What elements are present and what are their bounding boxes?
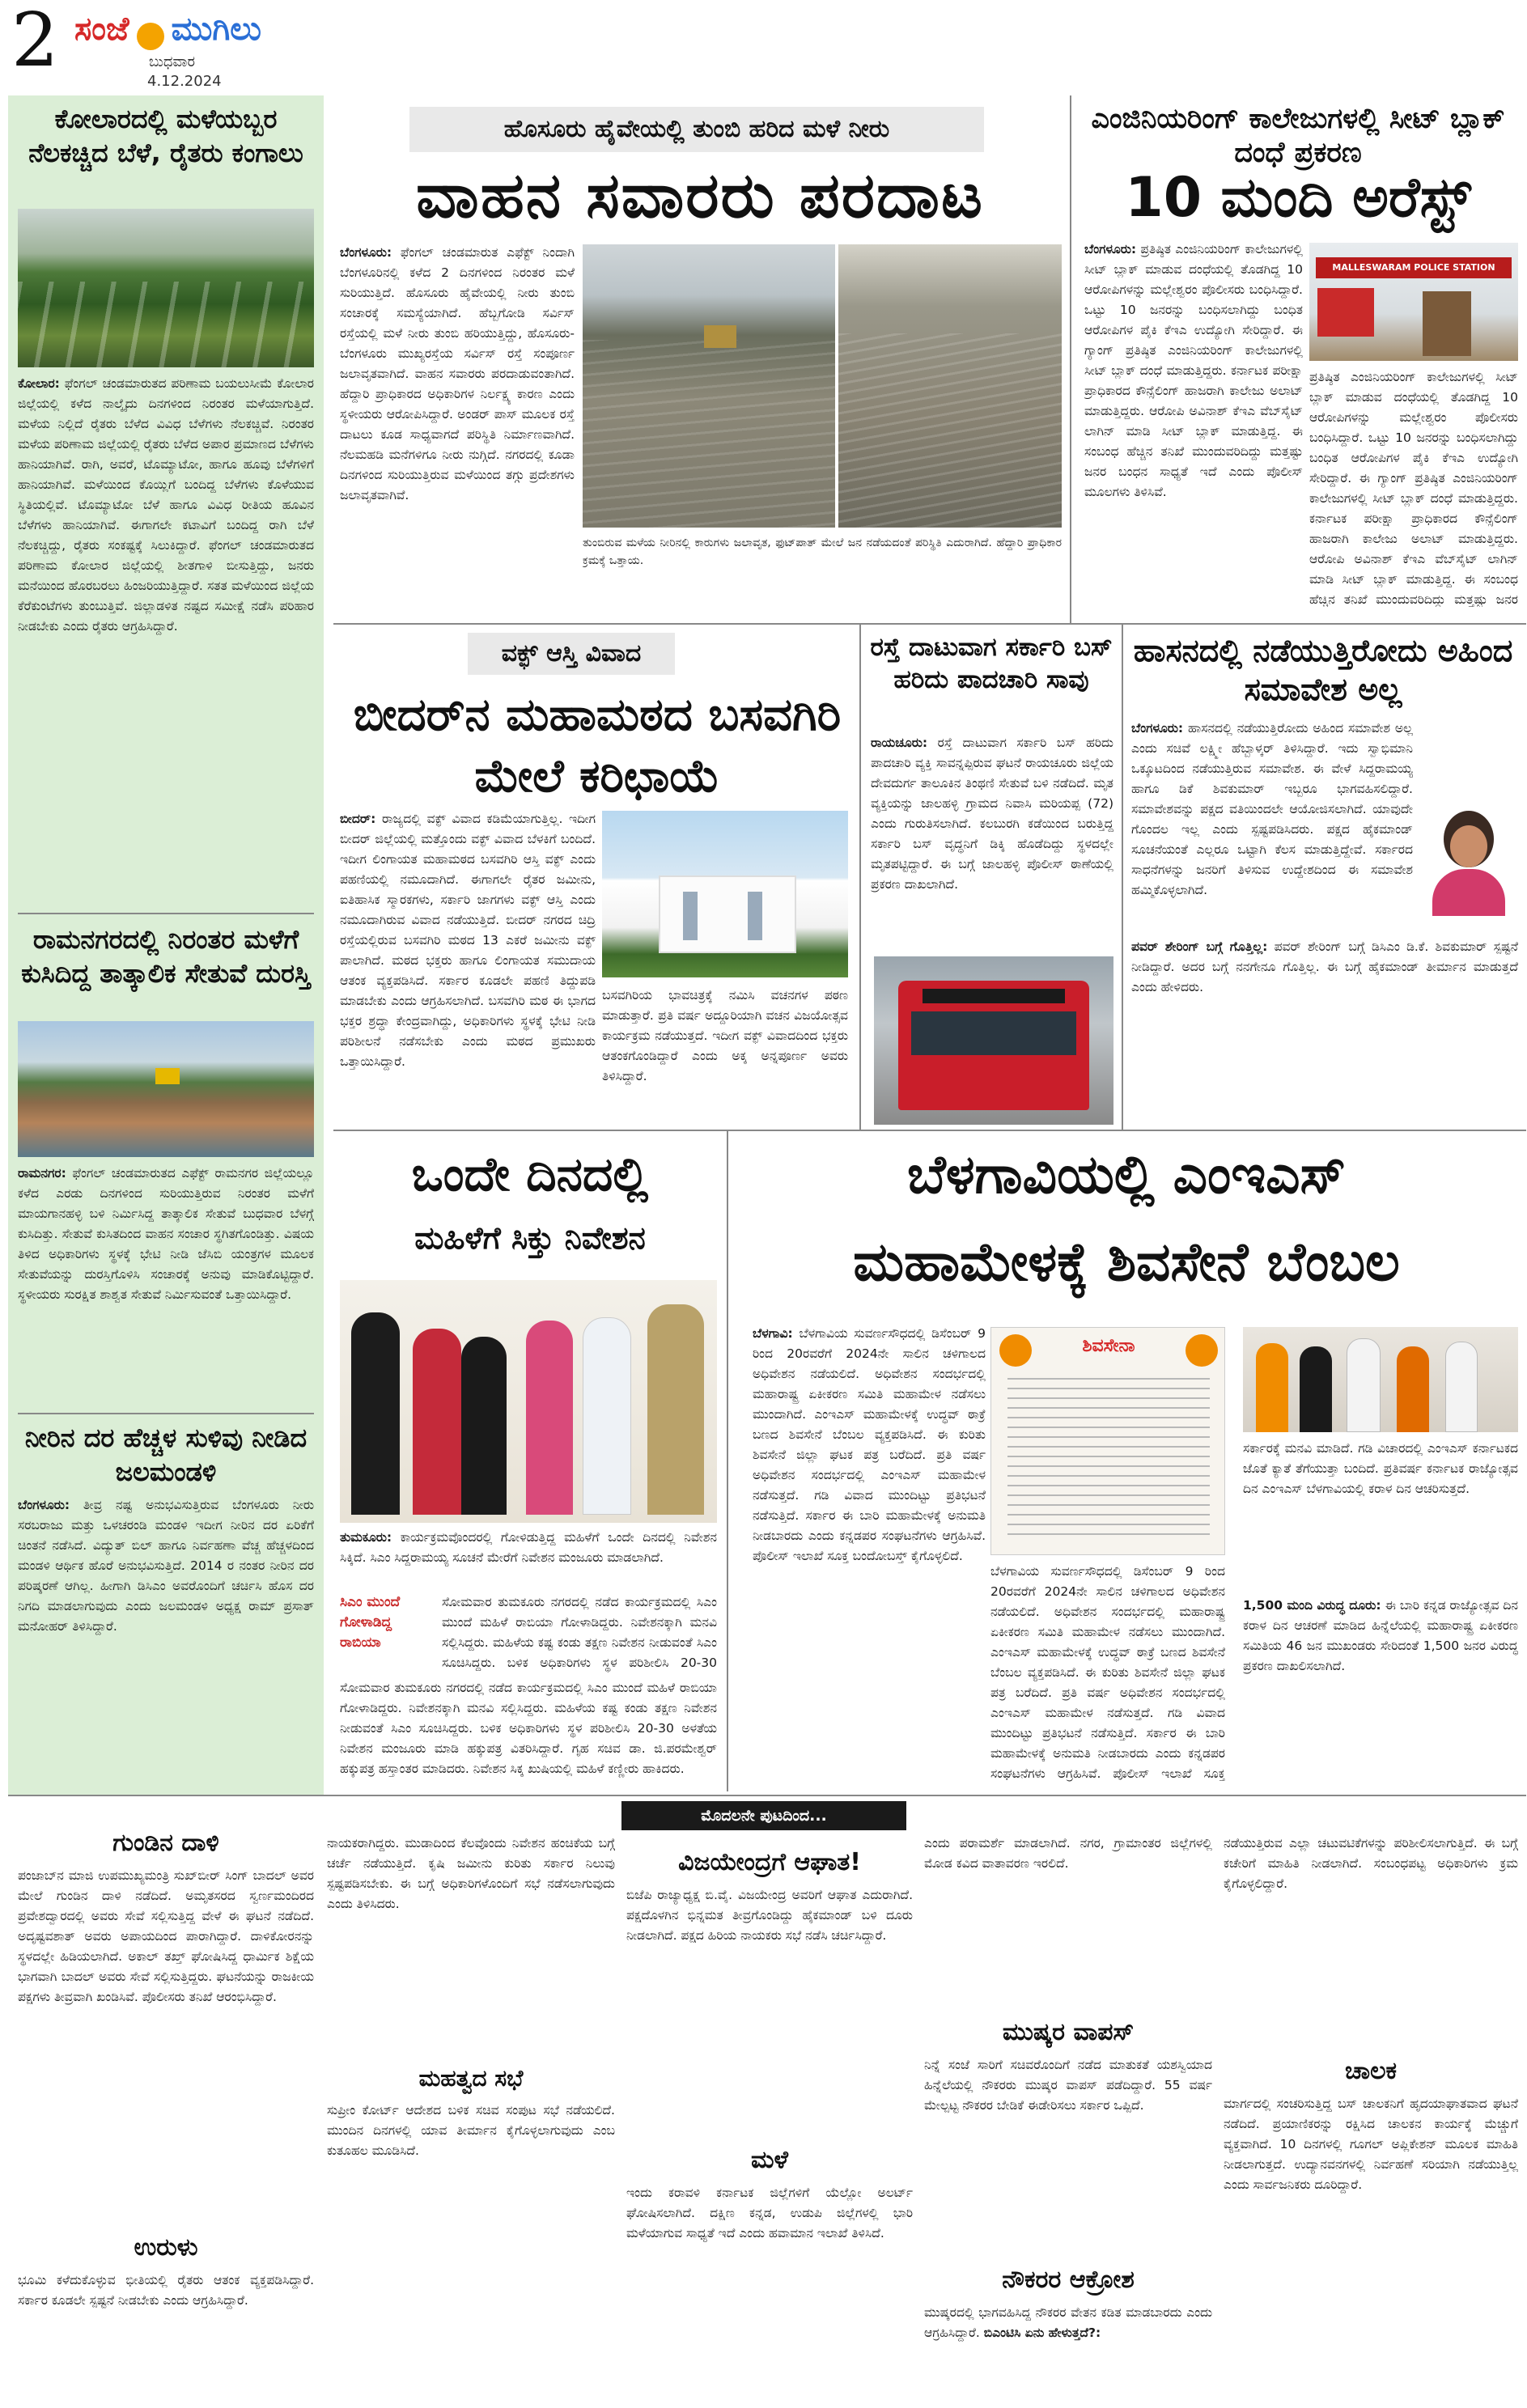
subhead: ಬಿಎಂಟಿಸಿ ಏನು ಹೇಳುತ್ತದೆ?: bbox=[983, 2325, 1101, 2340]
story-text: ಫೆಂಗಲ್ ಚಂಡಮಾರುತದ ಪರಿಣಾಮ ಬಯಲುಸೀಮೆ ಕೋಲಾರ ಜಿಲ್ಲೆಯಲ್ಲಿ ಕಳೆದ ನಾಲ್ಕೈದು ದಿನಗಳಿಂದ ನಿರಂತರ ಮಳೆಯಾಗುತ್ತಿದೆ. ಮಳೆಯ ನಿಲ್ಲಿದೆ ರೈತರು ಬೆಳೆದ ವಿವಿಧ ಬೆಳೆಗಳು ನೆಲಕಚ್ಚಿವೆ. ನಿರಂತರ ಮಳೆಯ ಪರಿಣಾಮ ಜಿಲ್ಲೆಯಲ್ಲಿ ರೈತರು ಬೆಳೆದ ಅಪಾರ ಪ್ರಮಾಣದ ಬೆಳೆಗಳು ಹಾನಿಯಾಗಿವೆ. ರಾಗಿ, ಅವರೆ, ಟೊಮ್ಯಾಟೋ, ಹಾಗೂ ಹೂವು ಬೆಳೆಗಳಿಗೆ ಹಾನಿಯಾಗಿವೆ. ಮಳೆಯಿಂದ ಕೊಯ್ಲಿಗೆ ಬಂದಿದ್ದ ಬೆಳೆಗಳು ಕೊಳೆಯುವ ಸ್ಥಿತಿಯಲ್ಲಿವೆ. ಟೊಮ್ಯಾಟೋ ಬೆಳೆ ಹಾಗೂ ವಿವಿಧ ರೀತಿಯ ಹೂವಿನ ಬೆಳೆಗಳು ಹಾನಿಯಾಗಿವೆ. ಈಗಾಗಲೇ ಕಟಾವಿಗೆ ಬಂದಿದ್ದ ರಾಗಿ ಬೆಳೆ ನೆಲಕಚ್ಚಿದ್ದು, ರೈತರು ಸಂಕಷ್ಟಕ್ಕೆ ಸಿಲುಕಿದ್ದಾರೆ. ಫೆಂಗಲ್ ಚಂಡಮಾರುತದ ಪರಿಣಾಮ ಕೋಲಾರ ಜಿಲ್ಲೆಯಲ್ಲಿ ಶೀತಗಾಳಿ ಬೀಸುತ್ತಿದ್ದು, ಜನರು ಮನೆಯಿಂದ ಹೊರಬರಲು ಹಿಂಜರಿಯುತ್ತಿದ್ದಾರೆ. ಸತತ ಮಳೆಯಿಂದ ಜಿಲ್ಲೆಯ ಕೆರೆಕುಂಟೆಗಳು ತುಂಬುತ್ತಿವೆ. ಜಿಲ್ಲಾಡಳಿತ ನಷ್ಟದ ಸಮೀಕ್ಷೆ ನಡೆಸಿ ಪರಿಹಾರ ನೀಡಬೇಕು ಎಂದು ರೈತರು ಆಗ್ರಹಿಸಿದ್ದಾರೆ. bbox=[18, 376, 314, 634]
hassan-body bbox=[1131, 719, 1413, 931]
belagavi-right-body2 bbox=[1243, 1596, 1518, 1785]
story-text: ತೀವ್ರ ನಷ್ಟ ಅನುಭವಿಸುತ್ತಿರುವ ಬೆಂಗಳೂರು ನೀರು ಸರಬರಾಜು ಮತ್ತು ಒಳಚರಂಡಿ ಮಂಡಳಿ ಇದೀಗ ನೀರಿನ ದರ ಏರಿಕೆಗೆ ಚಿಂತನೆ ನಡೆಸಿದೆ. ವಿದ್ಯುತ್ ಬಿಲ್ ಹಾಗೂ ನಿರ್ವಹಣಾ ವೆಚ್ಚ ಹೆಚ್ಚಳದಿಂದ ಮಂಡಳಿ ಆರ್ಥಿಕ ಹೊರೆ ಅನುಭವಿಸುತ್ತಿದೆ. 2014 ರ ನಂತರ ನೀರಿನ ದರ ಪರಿಷ್ಕರಣೆ ಆಗಿಲ್ಲ. ಹೀಗಾಗಿ ಡಿಸಿಎಂ ಅವರೊಂದಿಗೆ ಚರ್ಚಿಸಿ ಹೊಸ ದರ ನಿಗದಿ ಮಾಡಲಾಗುವುದು ಎಂದು ಜಲಮಂಡಳಿ ಅಧ್ಯಕ್ಷ ರಾಮ್ ಪ್ರಸಾತ್ ಮನೋಹರ್ ತಿಳಿಸಿದ್ದಾರೆ. bbox=[18, 1498, 314, 1634]
column-body2: ಭೂಮಿ ಕಳೆದುಕೊಳ್ಳುವ ಭೀತಿಯಲ್ಲಿ ರೈತರು ಆತಂಕ ವ್ಯಕ್ತಪಡಿಸಿದ್ದಾರೆ. ಸರ್ಕಾರ ಕೂಡಲೇ ಸ್ಪಷ್ಟನೆ ನೀಡಬೇಕು ಎಂದು ಆಗ್ರಹಿಸಿದ್ದಾರೆ. bbox=[18, 2273, 314, 2308]
site-allotment-photo bbox=[340, 1280, 717, 1523]
story-text: ಫೆಂಗಲ್ ಚಂಡಮಾರುತದ ಎಫೆಕ್ಟ್ ರಾಮನಗರ ಜಿಲ್ಲೆಯಲ್ಲೂ ಕಳೆದ ಎರಡು ದಿನಗಳಿಂದ ಸುರಿಯುತ್ತಿರುವ ನಿರಂತರ ಮಳೆಗೆ ಮಾಯಗಾನಹಳ್ಳಿ ಬಳಿ ನಿರ್ಮಿಸಿದ್ದ ತಾತ್ಕಾಲಿಕ ಸೇತುವೆ ಬುಧವಾರ ಬೆಳಗ್ಗೆ ಕುಸಿದಿತ್ತು. ಸೇತುವೆ ಕುಸಿತದಿಂದ ವಾಹನ ಸಂಚಾರ ಸ್ಥಗಿತಗೊಂಡಿತ್ತು. ವಿಷಯ ತಿಳಿದ ಅಧಿಕಾರಿಗಳು ಸ್ಥಳಕ್ಕೆ ಭೇಟಿ ನೀಡಿ ಜೆಸಿಬಿ ಯಂತ್ರಗಳ ಮೂಲಕ ಸೇತುವೆಯನ್ನು ದುರಸ್ತಿಗೊಳಿಸಿ ಸಂಚಾರಕ್ಕೆ ಅನುವು ಮಾಡಿಕೊಟ್ಟಿದ್ದಾರೆ. ಸ್ಥಳೀಯರು ಸುರಕ್ಷಿತ ಶಾಶ್ವತ ಸೇತುವೆ ನಿರ್ಮಿಸುವಂತೆ ಒತ್ತಾಯಿಸಿದ್ದಾರೆ. bbox=[18, 1166, 314, 1302]
dateline: ರಾಮನಗರ: bbox=[18, 1166, 66, 1181]
page-number: 2 bbox=[11, 0, 59, 83]
bus-headline: ರಸ್ತೆ ದಾಟುವಾಗ ಸರ್ಕಾರಿ ಬಸ್ ಹರಿದು ಪಾದಚಾರಿ ಸಾವು bbox=[870, 633, 1113, 694]
column-title: ಗುಂಡಿನ ದಾಳಿ bbox=[112, 1829, 219, 1857]
letter-title: ಶಿವಸೇನಾ bbox=[1082, 1336, 1135, 1356]
story-text: ಈ ಬಾರಿ ಕನ್ನಡ ರಾಜ್ಯೋತ್ಸವ ದಿನ ಕರಾಳ ದಿನ ಆಚರಣೆ ಮಾಡಿದ ಹಿನ್ನೆಲೆಯಲ್ಲಿ ಮಹಾರಾಷ್ಟ್ರ ಏಕೀಕರಣ ಸಮಿತಿಯ 46 ಜನ ಮುಖಂಡರು ಸೇರಿದಂತೆ 1,500 ಜನರ ವಿರುದ್ಧ ಪ್ರಕರಣ ದಾಖಲಿಸಲಾಗಿದೆ. bbox=[1243, 1598, 1518, 1673]
story-text: ಪ್ರತಿಷ್ಠಿತ ಎಂಜಿನಿಯರಿಂಗ್ ಕಾಲೇಜುಗಳಲ್ಲಿ ಸೀಟ್ ಬ್ಲಾಕ್ ಮಾಡುವ ದಂಧೆಯಲ್ಲಿ ತೊಡಗಿದ್ದ 10 ಆರೋಪಿಗಳನ್ನು ಮಲ್ಲೇಶ್ವರಂ ಪೊಲೀಸರು ಬಂಧಿಸಿದ್ದಾರೆ. ಒಟ್ಟು 10 ಜನರನ್ನು ಬಂಧಿಸಲಾಗಿದ್ದು ಬಂಧಿತ ಆರೋಪಿಗಳ ಪೈಕಿ ಕೆಇಎ ಉದ್ಯೋಗಿ ಸೇರಿದ್ದಾರೆ. ಈ ಗ್ಯಾಂಗ್ ಪ್ರತಿಷ್ಠಿತ ಎಂಜಿನಿಯರಿಂಗ್ ಕಾಲೇಜುಗಳಲ್ಲಿ ಸೀಟ್ ಬ್ಲಾಕ್ ದಂಧೆ ಮಾಡುತ್ತಿದ್ದರು. ಕರ್ನಾಟಕ ಪರೀಕ್ಷಾ ಪ್ರಾಧಿಕಾರದ ಕೌನ್ಸೆಲಿಂಗ್ ಹಾಜರಾಗಿ ಕಾಲೇಜು ಅಲಾಟ್ ಮಾಡುತ್ತಿದ್ದರು. ಆರೋಪಿ ಅವಿನಾಶ್ ಕೆಇಎ ವೆಬ್‌ಸೈಟ್ ಲಾಗಿನ್ ಮಾಡಿ ಸೀಟ್ ಬ್ಲಾಕ್ ಮಾಡುತ್ತಿದ್ದ. ಈ ಸಂಬಂಧ ಹೆಚ್ಚಿನ ತನಿಖೆ ಮುಂದುವರಿದಿದ್ದು ಮತ್ತಷ್ಟು ಜನರ ಬಂಧನ ಸಾಧ್ಯತೆ ಇದೆ ಎಂದು ಪೊಲೀಸ್ ಮೂಲಗಳು ತಿಳಿಸಿವೆ. bbox=[1084, 242, 1303, 499]
sidebar-story1-body bbox=[18, 374, 314, 908]
donation-body2-cont: ಸೋಮವಾರ ತುಮಕೂರು ನಗರದಲ್ಲಿ ನಡೆದ ಕಾರ್ಯಕ್ರಮದಲ್ಲಿ ಸಿಎಂ ಮುಂದೆ ಮಹಿಳೆ ರಾಬಿಯಾ ಗೋಳಾಡಿದ್ದರು. ನಿವೇಶನಕ್ಕಾಗಿ ಮನವಿ ಸಲ್ಲಿಸಿದ್ದರು. ಮಹಿಳೆಯ ಕಷ್ಟ ಕಂಡು ತಕ್ಷಣ ನಿವೇಶನ ನೀಡುವಂತೆ ಸಿಎಂ ಸೂಚಿಸಿದ್ದರು. ಬಳಿಕ ಅಧಿಕಾರಿಗಳು ಸ್ಥಳ ಪರಿಶೀಲಿಸಿ 20-30 ಅಳತೆಯ ನಿವೇಶನ ಮಂಜೂರು ಮಾಡಿ ಹಕ್ಕುಪತ್ರ ವಿತರಿಸಿದ್ದಾರೆ. ಗೃಹ ಸಚಿವ ಡಾ. ಜಿ.ಪರಮೇಶ್ವರ್ ಹಕ್ಕುಪತ್ರ ಹಸ್ತಾಂತರ ಮಾಡಿದರು. ನಿವೇಶನ ಸಿಕ್ಕ ಖುಷಿಯಲ್ಲಿ ಮಹಿಳೆ ಕಣ್ಣೀರು ಹಾಕಿದರು. bbox=[340, 1681, 717, 1776]
story-text: ಮುಷ್ಕರದಲ್ಲಿ ಭಾಗವಹಿಸಿದ್ದ ನೌಕರರ ವೇತನ ಕಡಿತ ಮಾಡಬಾರದು ಎಂದು ಆಗ್ರಹಿಸಿದ್ದಾರೆ. bbox=[924, 2305, 1212, 2340]
column5-head: ಚಾಲಕ bbox=[1344, 2057, 1398, 2085]
story-text: ಫೆಂಗಲ್ ಚಂಡಮಾರುತ ಎಫೆಕ್ಟ್ ನಿಂದಾಗಿ ಬೆಂಗಳೂರಿನಲ್ಲಿ ಕಳೆದ 2 ದಿನಗಳಿಂದ ನಿರಂತರ ಮಳೆ ಸುರಿಯುತ್ತಿದೆ. ಹೊಸೂರು ಹೈವೇಯಲ್ಲಿ ನೀರು ತುಂಬಿ ಸಂಚಾರಕ್ಕೆ ಸಮಸ್ಯೆಯಾಗಿದೆ. ಹೆಬ್ಬಗೋಡಿ ಸರ್ವಿಸ್ ರಸ್ತೆಯಲ್ಲಿ ಮಳೆ ನೀರು ತುಂಬಿ ಹರಿಯುತ್ತಿದ್ದು, ಹೊಸೂರು-ಬೆಂಗಳೂರು ಮುಖ್ಯರಸ್ತೆಯ ಸರ್ವಿಸ್ ರಸ್ತೆ ಸಂಪೂರ್ಣ ಜಲಾವೃತವಾಗಿದೆ. ವಾಹನ ಸವಾರರು ಪರದಾಡುವಂತಾಗಿದೆ. ಹೆದ್ದಾರಿ ಪ್ರಾಧಿಕಾರದ ಅಧಿಕಾರಿಗಳ ನಿರ್ಲಕ್ಷ್ಯ ಕಾರಣ ಎಂದು ಸ್ಥಳೀಯರು ಆರೋಪಿಸಿದ್ದಾರೆ. ಅಂಡರ್ ಪಾಸ್ ಮೂಲಕ ರಸ್ತೆ ದಾಟಲು ಕೂಡ ಸಾಧ್ಯವಾಗದೆ ಪರಿಸ್ಥಿತಿ ನಿರ್ಮಾಣವಾಗಿದೆ. ನೆಲಮಹಡಿ ಮನೆಗಳಿಗೂ ನೀರು ನುಗ್ಗಿದೆ. ನಗರದಲ್ಲಿ ಕೂಡಾ ದಿನಗಳಿಂದ ಸುರಿಯುತ್ತಿರುವ ಮಳೆಯಿಂದ ತಗ್ಗು ಪ್ರದೇಶಗಳು ಜಲಾವೃತವಾಗಿವೆ. bbox=[340, 245, 575, 502]
dateline: ಬೆಂಗಳೂರು: bbox=[18, 1498, 70, 1512]
donation-body bbox=[340, 1528, 717, 1591]
column2-head: ಮಹತ್ವದ ಸಭೆ bbox=[418, 2065, 524, 2092]
engineering-body-cont bbox=[1309, 367, 1518, 607]
sidebar-story3-headline: ನೀರಿನ ದರ ಹೆಚ್ಚಳ ಸುಳಿವು ನೀಡಿದ ಜಲಮಂಡಳಿ bbox=[24, 1422, 308, 1487]
waqf-body2: ಬಸವಗಿರಿಯ ಭಾವಚಿತ್ರಕ್ಕೆ ನಮಿಸಿ ವಚನಗಳ ಪಠಣ ಮಾಡುತ್ತಾರೆ. ಪ್ರತಿ ವರ್ಷ ಅದ್ದೂರಿಯಾಗಿ ವಚನ ವಿಜಯೋತ್ಸವ ಕಾರ್ಯಕ್ರಮ ನಡೆಯುತ್ತದೆ. ಇದೀಗ ವಕ್ಫ್ ವಿವಾದದಿಂದ ಭಕ್ತರು ಆತಂಕಗೊಂಡಿದ್ದಾರೆ ಎಂದು ಅಕ್ಕ ಅನ್ನಪೂರ್ಣ ಅವರು ತಿಳಿಸಿದ್ದಾರೆ. bbox=[602, 988, 848, 1083]
column4-body3 bbox=[924, 2303, 1212, 2400]
dateline: ಬೆಳಗಾವಿ: bbox=[753, 1326, 793, 1341]
sidebar-story2-headline: ರಾಮನಗರದಲ್ಲಿ ನಿರಂತರ ಮಳೆಗೆ ಕುಸಿದಿದ್ದ ತಾತ್ಕಾಲಿಕ ಸೇತುವೆ ದುರಸ್ತಿ bbox=[21, 924, 311, 989]
story-text: ಹಾಸನದಲ್ಲಿ ನಡೆಯುತ್ತಿರೋದು ಅಹಿಂದ ಸಮಾವೇಶ ಅಲ್ಲ ಎಂದು ಸಚಿವೆ ಲಕ್ಷ್ಮೀ ಹೆಬ್ಬಾಳ್ಕರ್ ತಿಳಿಸಿದ್ದಾರೆ. ಇದು ಸ್ವಾಭಿಮಾನಿ ಒಕ್ಕೂಟದಿಂದ ನಡೆಯುತ್ತಿರುವ ಸಮಾವೇಶ. ಈ ವೇಳೆ ಸಿದ್ದರಾಮಯ್ಯ ಹಾಗೂ ಡಿಕೆ ಶಿವಕುಮಾರ್ ಇಬ್ಬರೂ ಭಾಗವಹಿಸಲಿದ್ದಾರೆ. ಸಮಾವೇಶವನ್ನು ಪಕ್ಷದ ವತಿಯಿಂದಲೇ ಆಯೋಜಿಸಲಾಗಿದೆ. ಯಾವುದೇ ಗೊಂದಲ ಇಲ್ಲ ಎಂದು ಸ್ಪಷ್ಟಪಡಿಸಿದರು. ಪಕ್ಷದ ಹೈಕಮಾಂಡ್ ಸೂಚನೆಯಂತೆ ಎಲ್ಲರೂ ಒಟ್ಟಾಗಿ ಕೆಲಸ ಮಾಡುತ್ತಿದ್ದೇವೆ. ಸರ್ಕಾರದ ಸಾಧನೆಗಳನ್ನು ಜನರಿಗೆ ತಿಳಿಸುವ ಉದ್ದೇಶದಿಂದ ಈ ಸಮಾವೇಶ ಹಮ್ಮಿಕೊಳ್ಳಲಾಗಿದೆ. bbox=[1131, 721, 1413, 897]
flooded-highway-photo-2 bbox=[838, 244, 1062, 528]
engineering-headline: ಎಂಜಿನಿಯರಿಂಗ್ ಕಾಲೇಜುಗಳಲ್ಲಿ ಸೀಟ್ ಬ್ಲಾಕ್ ದಂಧೆ ಪ್ರಕರಣ bbox=[1091, 103, 1505, 169]
column2-body2: ಸುಪ್ರೀಂ ಕೋರ್ಟ್ ಆದೇಶದ ಬಳಿಕ ಸಚಿವ ಸಂಪುಟ ಸಭೆ ನಡೆಯಲಿದೆ. ಮುಂದಿನ ದಿನಗಳಲ್ಲಿ ಯಾವ ತೀರ್ಮಾನ ಕೈಗೊಳ್ಳಲಾಗುವುದು ಎಂಬ ಕುತೂಹಲ ಮೂಡಿಸಿದೆ. bbox=[327, 2103, 615, 2158]
lead-body bbox=[340, 243, 575, 605]
story-text: ರಸ್ತೆ ದಾಟುವಾಗ ಸರ್ಕಾರಿ ಬಸ್ ಹರಿದು ಪಾದಚಾರಿ ವ್ಯಕ್ತಿ ಸಾವನ್ನಪ್ಪಿರುವ ಘಟನೆ ರಾಯಚೂರು ಜಿಲ್ಲೆಯ ದೇವದುರ್ಗ ತಾಲೂಕಿನ ತಿಂಥಣಿ ಸೇತುವೆ ಬಳಿ ನಡೆದಿದೆ. ಮೃತ ವ್ಯಕ್ತಿಯನ್ನು ಜಾಲಹಳ್ಳಿ ಗ್ರಾಮದ ನಿವಾಸಿ ಮರಿಯಪ್ಪ (72) ಎಂದು ಗುರುತಿಸಲಾಗಿದೆ. ಕಲಬುರಗಿ ಕಡೆಯಿಂದ ಬರುತ್ತಿದ್ದ ಸರ್ಕಾರಿ ಬಸ್ ವೃದ್ಧನಿಗೆ ಡಿಕ್ಕಿ ಹೊಡೆದಿದ್ದು ಸ್ಥಳದಲ್ಲೇ ಮೃತಪಟ್ಟಿದ್ದಾರೆ. ಈ ಬಗ್ಗೆ ಜಾಲಹಳ್ಳಿ ಪೊಲೀಸ್ ಠಾಣೆಯಲ್ಲಿ ಪ್ರಕರಣ ದಾಖಲಾಗಿದೆ. bbox=[871, 736, 1113, 892]
belagavi-headline-2: ಮಹಾಮೇಳಕ್ಕೆ ಶಿವಸೇನೆ ಬೆಂಬಲ bbox=[853, 1231, 1400, 1293]
story-text: ಕಾರ್ಯಕ್ರಮವೊಂದರಲ್ಲಿ ಗೋಳಿಡುತ್ತಿದ್ದ ಮಹಿಳೆಗೆ ಒಂದೇ ದಿನದಲ್ಲಿ ನಿವೇಶನ ಸಿಕ್ಕಿದೆ. ಸಿಎಂ ಸಿದ್ದರಾಮಯ್ಯ ಸೂಚನೆ ಮೇರೆಗೆ ನಿವೇಶನ ಮಂಜೂರು ಮಾಡಲಾಗಿದೆ. bbox=[340, 1530, 717, 1565]
column-title2: ಉರುಳು bbox=[134, 2233, 198, 2262]
divider bbox=[1122, 625, 1123, 1130]
waqf-headline: ಬೀದರ್‌ನ ಮಹಾಮಠದ ಬಸವಗಿರಿ ಮೇಲೆ ಕರಿಛಾಯೆ bbox=[353, 689, 842, 803]
column3-head2: ಮಳೆ bbox=[750, 2146, 789, 2174]
divider bbox=[333, 1130, 1526, 1131]
column3-body: ಬಿಜೆಪಿ ರಾಜ್ಯಾಧ್ಯಕ್ಷ ಬಿ.ವೈ. ವಿಜಯೇಂದ್ರ ಅವರಿಗೆ ಆಘಾತ ಎದುರಾಗಿದೆ. ಪಕ್ಷದೊಳಗಿನ ಭಿನ್ನಮತ ತೀವ್ರಗೊಂಡಿದ್ದು ಹೈಕಮಾಂಡ್ ಬಳಿ ದೂರು ನೀಡಲಾಗಿದೆ. ಪಕ್ಷದ ಹಿರಿಯ ನಾಯಕರು ಸಭೆ ನಡೆಸಿ ಚರ್ಚಿಸಿದ್ದಾರೆ. bbox=[626, 1888, 913, 1943]
story-text: ಪ್ರತಿಷ್ಠಿತ ಎಂಜಿನಿಯರಿಂಗ್ ಕಾಲೇಜುಗಳಲ್ಲಿ ಸೀಟ್ ಬ್ಲಾಕ್ ಮಾಡುವ ದಂಧೆಯಲ್ಲಿ ತೊಡಗಿದ್ದ 10 ಆರೋಪಿಗಳನ್ನು ಮಲ್ಲೇಶ್ವರಂ ಪೊಲೀಸರು ಬಂಧಿಸಿದ್ದಾರೆ. ಒಟ್ಟು 10 ಜನರನ್ನು ಬಂಧಿಸಲಾಗಿದ್ದು ಬಂಧಿತ ಆರೋಪಿಗಳ ಪೈಕಿ ಕೆಇಎ ಉದ್ಯೋಗಿ ಸೇರಿದ್ದಾರೆ. ಈ ಗ್ಯಾಂಗ್ ಪ್ರತಿಷ್ಠಿತ ಎಂಜಿನಿಯರಿಂಗ್ ಕಾಲೇಜುಗಳಲ್ಲಿ ಸೀಟ್ ಬ್ಲಾಕ್ ದಂಧೆ ಮಾಡುತ್ತಿದ್ದರು. ಕರ್ನಾಟಕ ಪರೀಕ್ಷಾ ಪ್ರಾಧಿಕಾರದ ಕೌನ್ಸೆಲಿಂಗ್ ಹಾಜರಾಗಿ ಕಾಲೇಜು ಅಲಾಟ್ ಮಾಡುತ್ತಿದ್ದರು. ಆರೋಪಿ ಅವಿನಾಶ್ ಕೆಇಎ ವೆಬ್‌ಸೈಟ್ ಲಾಗಿನ್ ಮಾಡಿ ಸೀಟ್ ಬ್ಲಾಕ್ ಮಾಡುತ್ತಿದ್ದ. ಈ ಸಂಬಂಧ ಹೆಚ್ಚಿನ ತನಿಖೆ ಮುಂದುವರಿದಿದ್ದು ಮತ್ತಷ್ಟು ಜನರ bbox=[1309, 370, 1518, 607]
subhead: 1,500 ಮಂದಿ ವಿರುದ್ಧ ದೂರು: bbox=[1243, 1598, 1381, 1613]
divider bbox=[727, 1131, 728, 1791]
column2-body: ನಾಯಕರಾಗಿದ್ದರು. ಮುಡಾದಿಂದ ಕೆಲವೊಂದು ನಿವೇಶನ ಹಂಚಿಕೆಯ ಬಗ್ಗೆ ಚರ್ಚೆ ನಡೆಯುತ್ತಿದೆ. ಕೃಷಿ ಜಮೀನು ಕುರಿತು ಸರ್ಕಾರ ನಿಲುವು ಸ್ಪಷ್ಟಪಡಿಸಬೇಕು. ಈ ಬಗ್ಗೆ ಅಧಿಕಾರಿಗಳೊಂದಿಗೆ ಸಭೆ ನಡೆಸಲಾಗುವುದು ಎಂದು ತಿಳಿಸಿದರು. bbox=[327, 1836, 615, 1911]
divider bbox=[859, 625, 861, 1130]
hassan-headline: ಹಾಸನದಲ್ಲಿ ನಡೆಯುತ್ತಿರೋದು ಅಹಿಂದ ಸಮಾವೇಶ ಅಲ್ಲ bbox=[1133, 633, 1513, 707]
sidebar-story2-body bbox=[18, 1164, 314, 1408]
bus-body bbox=[871, 733, 1113, 950]
dateline: ಬೆಂಗಳೂರು: bbox=[1131, 721, 1184, 736]
shivsena-letter-photo bbox=[990, 1327, 1225, 1555]
masthead bbox=[11, 0, 319, 92]
belagavi-right-body: ಸರ್ಕಾರಕ್ಕೆ ಮನವಿ ಮಾಡಿದೆ. ಗಡಿ ವಿಚಾರದಲ್ಲಿ ಎಂಇಎಸ್ ಕರ್ನಾಟಕದ ಜೊತೆ ಕ್ಯಾತೆ ತೆಗೆಯುತ್ತಾ ಬಂದಿದೆ. ಪ್ರತಿವರ್ಷ ಕರ್ನಾಟಕ ರಾಜ್ಯೋತ್ಸವ ದಿನ ಎಂಇಎಸ್ ಬೆಳಗಾವಿಯಲ್ಲಿ ಕರಾಳ ದಿನ ಆಚರಿಸುತ್ತದೆ. bbox=[1243, 1441, 1518, 1496]
shivsena-meeting-photo bbox=[1243, 1327, 1518, 1432]
lead-kicker: ಹೊಸೂರು ಹೈವೇಯಲ್ಲಿ ತುಂಬಿ ಹರಿದ ಮಳೆ ನೀರು bbox=[409, 107, 984, 152]
bus-photo bbox=[874, 956, 1113, 1125]
story-text: ಬೆಳಗಾವಿಯ ಸುವರ್ಣಸೌಧದಲ್ಲಿ ಡಿಸೆಂಬರ್ 9 ರಿಂದ 20ರವರೆಗೆ 2024ನೇ ಸಾಲಿನ ಚಳಿಗಾಲದ ಅಧಿವೇಶನ ನಡೆಯಲಿದೆ. ಅಧಿವೇಶನ ಸಂದರ್ಭದಲ್ಲಿ ಮಹಾರಾಷ್ಟ್ರ ಏಕೀಕರಣ ಸಮಿತಿ ಮಹಾಮೇಳ ನಡೆಸಲು ಮುಂದಾಗಿದೆ. ಎಂಇಎಸ್ ಮಹಾಮೇಳಕ್ಕೆ ಉದ್ಧವ್ ಠಾಕ್ರೆ ಬಣದ ಶಿವಸೇನೆ ಬೆಂಬಲ ವ್ಯಕ್ತಪಡಿಸಿದೆ. ಈ ಕುರಿತು ಶಿವಸೇನೆ ಜಿಲ್ಲಾ ಘಟಕ ಪತ್ರ ಬರೆದಿದೆ. ಪ್ರತಿ ವರ್ಷ ಅಧಿವೇಶನ ಸಂದರ್ಭದಲ್ಲಿ ಎಂಇಎಸ್ ಮಹಾಮೇಳ ನಡೆಸುತ್ತದೆ. ಗಡಿ ವಿವಾದ ಮುಂದಿಟ್ಟು ಪ್ರತಿಭಟನೆ ನಡೆಸುತ್ತಿದೆ. ಸರ್ಕಾರ ಈ ಬಾರಿ ಮಹಾಮೇಳಕ್ಕೆ ಅನುಮತಿ ನೀಡಬಾರದು ಎಂದು ಕನ್ನಡಪರ ಸಂಘಟನೆಗಳು ಆಗ್ರಹಿಸಿವೆ. ಪೊಲೀಸ್ ಇಲಾಖೆ ಸೂಕ್ತ ಬಂದೋಬಸ್ತ್ ಕೈಗೊಳ್ಳಲಿದೆ. bbox=[753, 1326, 986, 1563]
dateline: ರಾಯಚೂರು: bbox=[871, 736, 928, 750]
sun-icon bbox=[137, 23, 164, 50]
bridge-repair-photo bbox=[18, 1021, 314, 1157]
lead-photo-caption: ತುಂಬಿರುವ ಮಳೆಯ ನೀರಿನಲ್ಲಿ ಕಾರುಗಳು ಜಲಾವೃತ, ಫುಟ್‌ಪಾತ್ ಮೇಲೆ ಜನ ನಡೆಯದಂತೆ ಪರಿಸ್ಥಿತಿ ಎದುರಾಗಿದೆ. ಹೆದ್ದಾರಿ ಪ್ರಾಧಿಕಾರ ಕ್ರಮಕ್ಕೆ ಒತ್ತಾಯ. bbox=[583, 536, 1062, 567]
station-sign: MALLESWARAM POLICE STATION bbox=[1316, 257, 1512, 278]
column4-head2: ನೌಕರರ ಆಕ್ರೋಶ bbox=[1002, 2266, 1135, 2294]
column5-body2: ಮಾರ್ಗದಲ್ಲಿ ಸಂಚರಿಸುತ್ತಿದ್ದ ಬಸ್ ಚಾಲಕನಿಗೆ ಹೃದಯಾಘಾತವಾದ ಘಟನೆ ನಡೆದಿದೆ. ಪ್ರಯಾಣಿಕರನ್ನು ರಕ್ಷಿಸಿದ ಚಾಲಕನ ಕಾರ್ಯಕ್ಕೆ ಮೆಚ್ಚುಗೆ ವ್ಯಕ್ತವಾಗಿದೆ. 10 ದಿನಗಳಲ್ಲಿ ಗೂಗಲ್ ಅಪ್ಲಿಕೇಶನ್ ಮೂಲಕ ಮಾಹಿತಿ ನೀಡಲಾಗುತ್ತದೆ. ಉದ್ಯಾನವನಗಳಲ್ಲಿ ನಿರ್ವಹಣೆ ಸರಿಯಾಗಿ ನಡೆಯುತ್ತಿಲ್ಲ ಎಂದು ಸಾರ್ವಜನಿಕರು ದೂರಿದ್ದಾರೆ. bbox=[1224, 2096, 1518, 2192]
donation-body2: ಸೋಮವಾರ ತುಮಕೂರು ನಗರದಲ್ಲಿ ನಡೆದ ಕಾರ್ಯಕ್ರಮದಲ್ಲಿ ಸಿಎಂ ಮುಂದೆ ಮಹಿಳೆ ರಾಬಿಯಾ ಗೋಳಾಡಿದ್ದರು. ನಿವೇಶನಕ್ಕಾಗಿ ಮನವಿ ಸಲ್ಲಿಸಿದ್ದರು. ಮಹಿಳೆಯ ಕಷ್ಟ ಕಂಡು ತಕ್ಷಣ ನಿವೇಶನ ನೀಡುವಂತೆ ಸಿಎಂ ಸೂಚಿಸಿದ್ದರು. ಬಳಿಕ ಅಧಿಕಾರಿಗಳು ಸ್ಥಳ ಪರಿಶೀಲಿಸಿ 20-30 bbox=[442, 1595, 717, 1670]
divider bbox=[333, 623, 1526, 625]
police-station-photo bbox=[1309, 243, 1518, 361]
dateline: ಬೆಂಗಳೂರು: bbox=[1084, 242, 1137, 256]
divider bbox=[18, 1413, 314, 1414]
dateline: ಬೆಂಗಳೂರು: bbox=[340, 245, 392, 260]
masthead-date: 4.12.2024 bbox=[147, 73, 222, 90]
sidebar-story3-body bbox=[18, 1495, 314, 1788]
donation-headline-2: ಮಹಿಳೆಗೆ ಸಿಕ್ತು ನಿವೇಶನ bbox=[414, 1220, 646, 1256]
divider bbox=[8, 1795, 1526, 1796]
engineering-body bbox=[1084, 240, 1303, 607]
hassan-body2 bbox=[1131, 937, 1518, 1128]
dateline: ತುಮಕೂರು: bbox=[340, 1530, 392, 1545]
column4-head: ಮುಷ್ಕರ ವಾಪಸ್ bbox=[1002, 2018, 1135, 2046]
masthead-day: ಬುಧವಾರ bbox=[149, 53, 195, 70]
column4-body2: ನಿನ್ನೆ ಸಂಜೆ ಸಾರಿಗೆ ಸಚಿವರೊಂದಿಗೆ ನಡೆದ ಮಾತುಕತೆ ಯಶಸ್ವಿಯಾದ ಹಿನ್ನೆಲೆಯಲ್ಲಿ ನೌಕರರು ಮುಷ್ಕರ ವಾಪಸ್ ಪಡೆದಿದ್ದಾರೆ. 55 ವರ್ಷ ಮೇಲ್ಪಟ್ಟ ನೌಕರರ ಬೇಡಿಕೆ ಈಡೇರಿಸಲು ಸರ್ಕಾರ ಒಪ್ಪಿದೆ. bbox=[924, 2058, 1212, 2113]
column3-head: ವಿಜಯೇಂದ್ರಗೆ ಆಘಾತ! bbox=[678, 1848, 861, 1876]
divider bbox=[18, 913, 314, 914]
sidebar-story1-headline: ಕೋಲಾರದಲ್ಲಿ ಮಳೆಯಬ್ಬರ ನೆಲಕಚ್ಚಿದ ಬೆಳೆ, ರೈತರು ಕಂಗಾಲು bbox=[28, 104, 303, 168]
lead-headline: ವಾಹನ ಸವಾರರು ಪರದಾಟ bbox=[416, 159, 984, 232]
basavagiri-math-photo bbox=[602, 811, 848, 977]
flooded-highway-photo-1 bbox=[583, 244, 835, 528]
divider bbox=[1070, 95, 1071, 623]
column3-body2: ಇಂದು ಕರಾವಳಿ ಕರ್ನಾಟಕ ಜಿಲ್ಲೆಗಳಿಗೆ ಯೆಲ್ಲೋ ಅಲರ್ಟ್ ಘೋಷಿಸಲಾಗಿದೆ. ದಕ್ಷಿಣ ಕನ್ನಡ, ಉಡುಪಿ ಜಿಲ್ಲೆಗಳಲ್ಲಿ ಭಾರಿ ಮಳೆಯಾಗುವ ಸಾಧ್ಯತೆ ಇದೆ ಎಂದು ಹವಾಮಾನ ಇಲಾಖೆ ತಿಳಿಸಿದೆ. bbox=[626, 2185, 913, 2241]
engineering-headline-big: 10 ಮಂದಿ ಅರೆಸ್ಟ್ bbox=[1125, 166, 1471, 230]
column5-body: ನಡೆಯುತ್ತಿರುವ ಎಲ್ಲಾ ಚಟುವಟಿಕೆಗಳನ್ನು ಪರಿಶೀಲಿಸಲಾಗುತ್ತಿದೆ. ಈ ಬಗ್ಗೆ ಕಚೇರಿಗೆ ಮಾಹಿತಿ ನೀಡಲಾಗಿದೆ. ಸಂಬಂಧಪಟ್ಟ ಅಧಿಕಾರಿಗಳು ಕ್ರಮ ಕೈಗೊಳ್ಳಲಿದ್ದಾರೆ. bbox=[1224, 1836, 1518, 1891]
ticker-banner: ಮೊದಲನೇ ಪುಟದಿಂದ... bbox=[621, 1801, 906, 1830]
waqf-kicker: ವಕ್ಫ್ ಆಸ್ತಿ ವಿವಾದ bbox=[468, 633, 675, 675]
column4-body: ಎಂದು ಪರಾಮರ್ಶೆ ಮಾಡಲಾಗಿದೆ. ನಗರ, ಗ್ರಾಮಾಂತರ ಜಿಲ್ಲೆಗಳಲ್ಲಿ ಮೋಡ ಕವಿದ ವಾತಾವರಣ ಇರಲಿದೆ. bbox=[924, 1836, 1212, 1871]
story-text: ಪವರ್ ಶೇರಿಂಗ್ ಬಗ್ಗೆ ಡಿಸಿಎಂ ಡಿ.ಕೆ. ಶಿವಕುಮಾರ್ ಸ್ಪಷ್ಟನೆ ನೀಡಿದ್ದಾರೆ. ಅದರ ಬಗ್ಗೆ ನನಗೇನೂ ಗೊತ್ತಿಲ್ಲ. ಈ ಬಗ್ಗೆ ಹೈಕಮಾಂಡ್ ತೀರ್ಮಾನ ಮಾಡುತ್ತದೆ ಎಂದು ಹೇಳಿದರು. bbox=[1131, 939, 1518, 994]
story-text: ರಾಜ್ಯದಲ್ಲಿ ವಕ್ಫ್ ವಿವಾದ ಕಡಿಮೆಯಾಗುತ್ತಿಲ್ಲ. ಇದೀಗ ಬೀದರ್ ಜಿಲ್ಲೆಯಲ್ಲಿ ಮತ್ತೊಂದು ವಕ್ಫ್ ವಿವಾದ ಬೆಳಕಿಗೆ ಬಂದಿದೆ. ಇದೀಗ ಲಿಂಗಾಯತ ಮಹಾಮಠದ ಬಸವಗಿರಿ ಆಸ್ತಿ ವಕ್ಫ್ ಎಂದು ಪಹಣಿಯಲ್ಲಿ ನಮೂದಾಗಿದೆ. ಈಗಾಗಲೇ ರೈತರ ಜಮೀನು, ಐತಿಹಾಸಿಕ ಸ್ಮಾರಕಗಳು, ಸರ್ಕಾರಿ ಜಾಗಗಳು ವಕ್ಫ್ ಆಸ್ತಿ ಎಂದು ನಮೂದಾಗಿರುವ ವಿವಾದ ನಡೆಯುತ್ತಿದೆ. ಬೀದರ್ ನಗರದ ಚಿದ್ರಿ ರಸ್ತೆಯಲ್ಲಿರುವ ಬಸವಗಿರಿ ಮಠದ 13 ಎಕರೆ ಜಮೀನು ವಕ್ಫ್ ಪಾಲಾಗಿದೆ. ಮಠದ ಭಕ್ತರು ಹಾಗೂ ಲಿಂಗಾಯತ ಸಮುದಾಯ ಆತಂಕ ವ್ಯಕ್ತಪಡಿಸಿದೆ. ಸರ್ಕಾರ ಕೂಡಲೇ ಪಹಣಿ ತಿದ್ದುಪಡಿ ಮಾಡಬೇಕು ಎಂದು ಆಗ್ರಹಿಸಲಾಗಿದೆ. ಬಸವಗಿರಿ ಮಠ ಈ ಭಾಗದ ಭಕ್ತರ ಶ್ರದ್ಧಾ ಕೇಂದ್ರವಾಗಿದ್ದು, ಅಧಿಕಾರಿಗಳು ಸ್ಥಳಕ್ಕೆ ಭೇಟಿ ನೀಡಿ ಪರಿಶೀಲನೆ ನಡೆಸಬೇಕು ಎಂದು ಮಠದ ಪ್ರಮುಖರು ಒತ್ತಾಯಿಸಿದ್ದಾರೆ. bbox=[340, 812, 596, 1069]
belagavi-headline-1: ಬೆಳಗಾವಿಯಲ್ಲಿ ಎಂಇಎಸ್ bbox=[906, 1143, 1346, 1206]
waqf-body bbox=[340, 809, 596, 1126]
brand-left: ಸಂಜೆ bbox=[74, 11, 129, 48]
subhead: ಪವರ್ ಶೇರಿಂಗ್ ಬಗ್ಗೆ ಗೊತ್ತಿಲ್ಲ: bbox=[1131, 939, 1268, 954]
belagavi-body-cont: ಬೆಳಗಾವಿಯ ಸುವರ್ಣಸೌಧದಲ್ಲಿ ಡಿಸೆಂಬರ್ 9 ರಿಂದ 20ರವರೆಗೆ 2024ನೇ ಸಾಲಿನ ಚಳಿಗಾಲದ ಅಧಿವೇಶನ ನಡೆಯಲಿದೆ. ಅಧಿವೇಶನ ಸಂದರ್ಭದಲ್ಲಿ ಮಹಾರಾಷ್ಟ್ರ ಏಕೀಕರಣ ಸಮಿತಿ ಮಹಾಮೇಳ ನಡೆಸಲು ಮುಂದಾಗಿದೆ. ಎಂಇಎಸ್ ಮಹಾಮೇಳಕ್ಕೆ ಉದ್ಧವ್ ಠಾಕ್ರೆ ಬಣದ ಶಿವಸೇನೆ ಬೆಂಬಲ ವ್ಯಕ್ತಪಡಿಸಿದೆ. ಈ ಕುರಿತು ಶಿವಸೇನೆ ಜಿಲ್ಲಾ ಘಟಕ ಪತ್ರ ಬರೆದಿದೆ. ಪ್ರತಿ ವರ್ಷ ಅಧಿವೇಶನ ಸಂದರ್ಭದಲ್ಲಿ ಎಂಇಎಸ್ ಮಹಾಮೇಳ ನಡೆಸುತ್ತದೆ. ಗಡಿ ವಿವಾದ ಮುಂದಿಟ್ಟು ಪ್ರತಿಭಟನೆ ನಡೆಸುತ್ತಿದೆ. ಸರ್ಕಾರ ಈ ಬಾರಿ ಮಹಾಮೇಳಕ್ಕೆ ಅನುಮತಿ ನೀಡಬಾರದು ಎಂದು ಕನ್ನಡಪರ ಸಂಘಟನೆಗಳು ಆಗ್ರಹಿಸಿವೆ. ಪೊಲೀಸ್ ಇಲಾಖೆ ಸೂಕ್ತ bbox=[990, 1564, 1225, 1781]
dateline: ಬೀದರ್: bbox=[340, 812, 376, 826]
donation-quote-label: ಸಿಎಂ ಮುಂದೆ ಗೋಳಾಡಿದ್ದ ರಾಬಿಯಾ bbox=[340, 1594, 401, 1651]
donation-headline-1: ಒಂದೇ ದಿನದಲ್ಲಿ bbox=[411, 1147, 649, 1202]
belagavi-body bbox=[753, 1324, 986, 1785]
brand-right: ಮುಗಿಲು bbox=[171, 11, 261, 48]
column-body: ಪಂಜಾಬ್‌ನ ಮಾಜಿ ಉಪಮುಖ್ಯಮಂತ್ರಿ ಸುಖ್‌ಬೀರ್ ಸಿಂಗ್ ಬಾದಲ್ ಅವರ ಮೇಲೆ ಗುಂಡಿನ ದಾಳಿ ನಡೆದಿದೆ. ಅಮೃತಸರದ ಸ್ವರ್ಣಮಂದಿರದ ಪ್ರವೇಶದ್ವಾರದಲ್ಲಿ ಅವರು ಸೇವೆ ಸಲ್ಲಿಸುತ್ತಿದ್ದ ವೇಳೆ ಈ ಘಟನೆ ನಡೆದಿದೆ. ಅದೃಷ್ಟವಶಾತ್ ಅವರು ಅಪಾಯದಿಂದ ಪಾರಾಗಿದ್ದಾರೆ. ದಾಳಿಕೋರನನ್ನು ಸ್ಥಳದಲ್ಲೇ ಹಿಡಿಯಲಾಗಿದೆ. ಅಕಾಲ್ ತಖ್ತ್ ಘೋಷಿಸಿದ್ದ ಧಾರ್ಮಿಕ ಶಿಕ್ಷೆಯ ಭಾಗವಾಗಿ ಬಾದಲ್ ಅವರು ಸೇವೆ ಸಲ್ಲಿಸುತ್ತಿದ್ದರು. ಘಟನೆಯನ್ನು ರಾಜಕೀಯ ಪಕ್ಷಗಳು ತೀವ್ರವಾಗಿ ಖಂಡಿಸಿವೆ. ಪೊಲೀಸರು ತನಿಖೆ ಆರಂಭಿಸಿದ್ದಾರೆ. bbox=[18, 1868, 314, 2004]
dateline: ಕೋಲಾರ: bbox=[18, 376, 60, 391]
flower-field-photo bbox=[18, 209, 314, 367]
minister-portrait bbox=[1419, 801, 1518, 916]
brand-logo bbox=[74, 8, 317, 52]
